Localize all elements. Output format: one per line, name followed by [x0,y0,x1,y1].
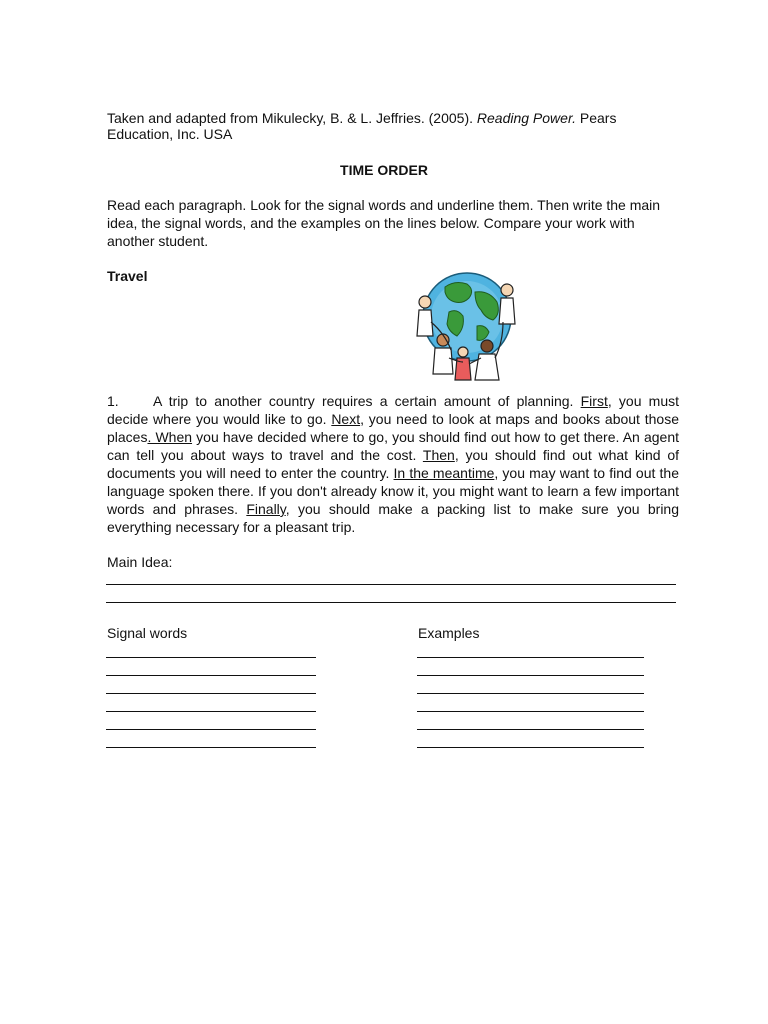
citation-book-title: Reading Power. [476,110,576,126]
signal-word-answer-line[interactable] [106,729,316,730]
signal-words-label: Signal words [107,625,188,641]
example-answer-line[interactable] [417,657,644,658]
signal-word-finally: Finally [246,501,286,517]
main-idea-answer-line[interactable] [106,584,676,585]
signal-word-then: Then [422,447,455,463]
paragraph-text: , you should make a packing list to make sure you bring everything necessary for a pleasant trip. [107,501,680,535]
citation-prefix: Taken and adapted from Mikulecky, B. & L. Jeffries. (2005). [107,110,473,126]
paragraph-text: , you must decide where you would like to go. [107,393,679,427]
signal-word-answer-line[interactable] [106,657,316,658]
example-answer-line[interactable] [417,729,644,730]
signal-word-answer-line[interactable] [106,711,316,712]
signal-word-when: . When [147,429,193,445]
globe-people-holding-hands-icon [405,262,530,387]
signal-word-answer-line[interactable] [106,747,316,748]
examples-label: Examples [418,625,480,641]
main-idea-label: Main Idea: [107,554,173,570]
signal-word-next: Next [331,411,361,427]
main-idea-answer-line[interactable] [106,602,676,603]
paragraph-text: , you need to look at maps and books about those places [107,411,679,445]
paragraph-number: 1. [107,393,119,409]
example-answer-line[interactable] [417,693,644,694]
signal-word-answer-line[interactable] [106,693,316,694]
reading-paragraph [107,392,679,536]
citation-suffix: Pears Education, Inc. USA [107,110,617,142]
paragraph-text: you have decided where to go, you should find out how to get there. An agent can tell you about ways to travel and the cost. [107,429,679,463]
example-answer-line[interactable] [417,675,644,676]
section-heading: Travel [107,268,148,284]
example-answer-line[interactable] [417,711,644,712]
instructions-text: Read each paragraph. Look for the signal words and underline them. Then write the main idea, the signal words, and the examples on the lines below. Compare your work with another student. [107,197,661,249]
signal-word-first: First [580,393,608,409]
signal-word-answer-line[interactable] [106,675,316,676]
signal-word-in-the-meantime: In the meantime [393,465,495,481]
paragraph-text: A trip to another country requires a certain amount of planning. [153,393,574,409]
paragraph-text: , you may want to find out the language spoken there. If you don't already know it, you might want to learn a few important words and phrases. [107,465,679,517]
paragraph-text: , you should find out what kind of documents you will need to enter the country. [107,447,679,481]
page-title: TIME ORDER [340,162,428,178]
example-answer-line[interactable] [417,747,644,748]
source-citation [107,110,667,142]
